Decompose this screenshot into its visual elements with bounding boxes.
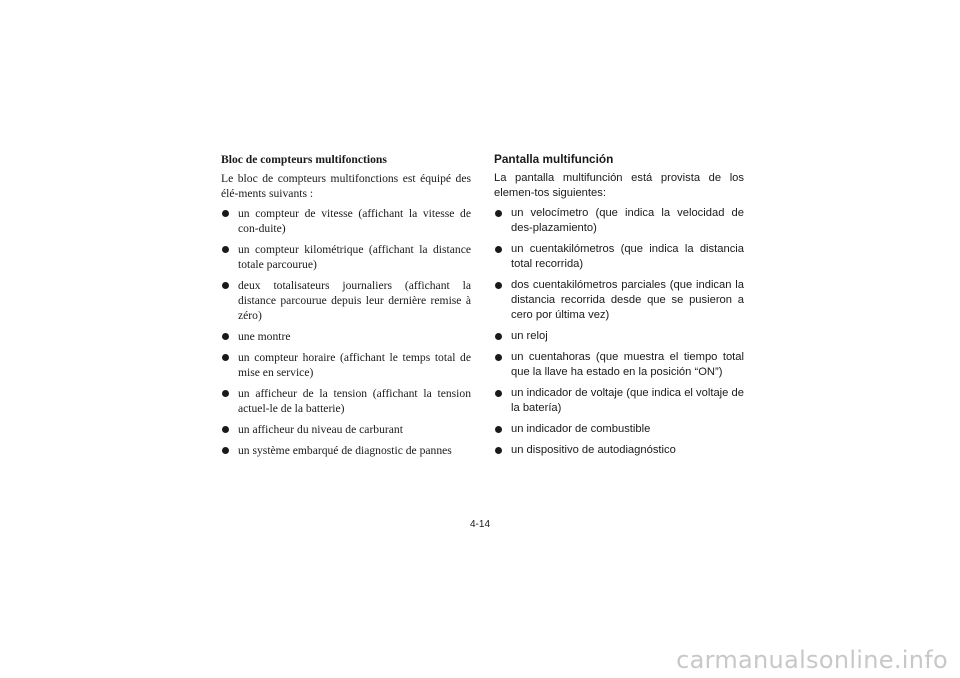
bullet-icon: [222, 246, 229, 253]
watermark: carmanualsonline.info: [676, 646, 948, 674]
bullet-icon: [222, 390, 229, 397]
bullet-icon: [495, 210, 502, 217]
spanish-bullet-list: [494, 206, 744, 458]
french-intro: Le bloc de compteurs multifonctions est équipé des élé-ments suivants :: [221, 172, 471, 200]
french-column: [221, 152, 471, 464]
list-item-text: un cuentakilómetros (que indica la distancia total recorrida): [511, 243, 744, 270]
french-bullet-list: [221, 206, 471, 458]
list-item-text: une montre: [238, 330, 291, 343]
list-item-text: un compteur horaire (affichant le temps total de mise en service): [238, 351, 471, 379]
page-number: 4-14: [469, 519, 490, 530]
list-item-text: un cuentahoras (que muestra el tiempo total que la llave ha estado en la posición “ON”): [511, 351, 744, 378]
list-item: [221, 386, 471, 416]
list-item: [221, 242, 471, 272]
list-item: [221, 443, 471, 458]
list-item: [494, 329, 744, 344]
list-item-text: un compteur de vitesse (affichant la vitesse de con-duite): [238, 207, 471, 235]
list-item-text: dos cuentakilómetros parciales (que indican la distancia recorrida desde que se pusieron a cero por última vez): [511, 279, 744, 321]
spanish-intro: La pantalla multifunción está provista de los elemen-tos siguientes:: [494, 172, 744, 199]
bullet-icon: [495, 354, 502, 361]
bullet-icon: [495, 282, 502, 289]
list-item: [494, 206, 744, 236]
list-item-text: un afficheur du niveau de carburant: [238, 423, 403, 436]
bullet-icon: [495, 390, 502, 397]
list-item: [221, 350, 471, 380]
list-item: [221, 206, 471, 236]
list-item-text: un reloj: [511, 330, 548, 342]
bullet-icon: [495, 447, 502, 454]
spanish-heading: Pantalla multifunción: [494, 152, 614, 166]
list-item: [494, 278, 744, 323]
list-item-text: un afficheur de la tension (affichant la tension actuel-le de la batterie): [238, 387, 471, 415]
list-item: [494, 350, 744, 380]
bullet-icon: [222, 447, 229, 454]
list-item-text: un indicador de combustible: [511, 423, 651, 435]
bullet-icon: [222, 210, 229, 217]
list-item-text: deux totalisateurs journaliers (affichant la distance parcourue depuis leur dernière remise à zéro): [238, 279, 471, 322]
bullet-icon: [222, 282, 229, 289]
french-heading: Bloc de compteurs multifonctions: [221, 153, 387, 166]
list-item-text: un dispositivo de autodiagnóstico: [511, 444, 676, 456]
spanish-column: [494, 152, 744, 464]
list-item: [494, 443, 744, 458]
list-item-text: un système embarqué de diagnostic de pannes: [238, 444, 452, 457]
list-item: [221, 329, 471, 344]
bullet-icon: [495, 426, 502, 433]
list-item: [221, 278, 471, 323]
list-item-text: un indicador de voltaje (que indica el voltaje de la batería): [511, 387, 744, 414]
bullet-icon: [222, 333, 229, 340]
bullet-icon: [495, 333, 502, 340]
list-item: [221, 422, 471, 437]
list-item: [494, 386, 744, 416]
list-item: [494, 242, 744, 272]
bullet-icon: [222, 354, 229, 361]
bullet-icon: [495, 246, 502, 253]
bullet-icon: [222, 426, 229, 433]
list-item-text: un compteur kilométrique (affichant la distance totale parcourue): [238, 243, 471, 271]
list-item-text: un velocímetro (que indica la velocidad de des-plazamiento): [511, 207, 744, 234]
list-item: [494, 422, 744, 437]
